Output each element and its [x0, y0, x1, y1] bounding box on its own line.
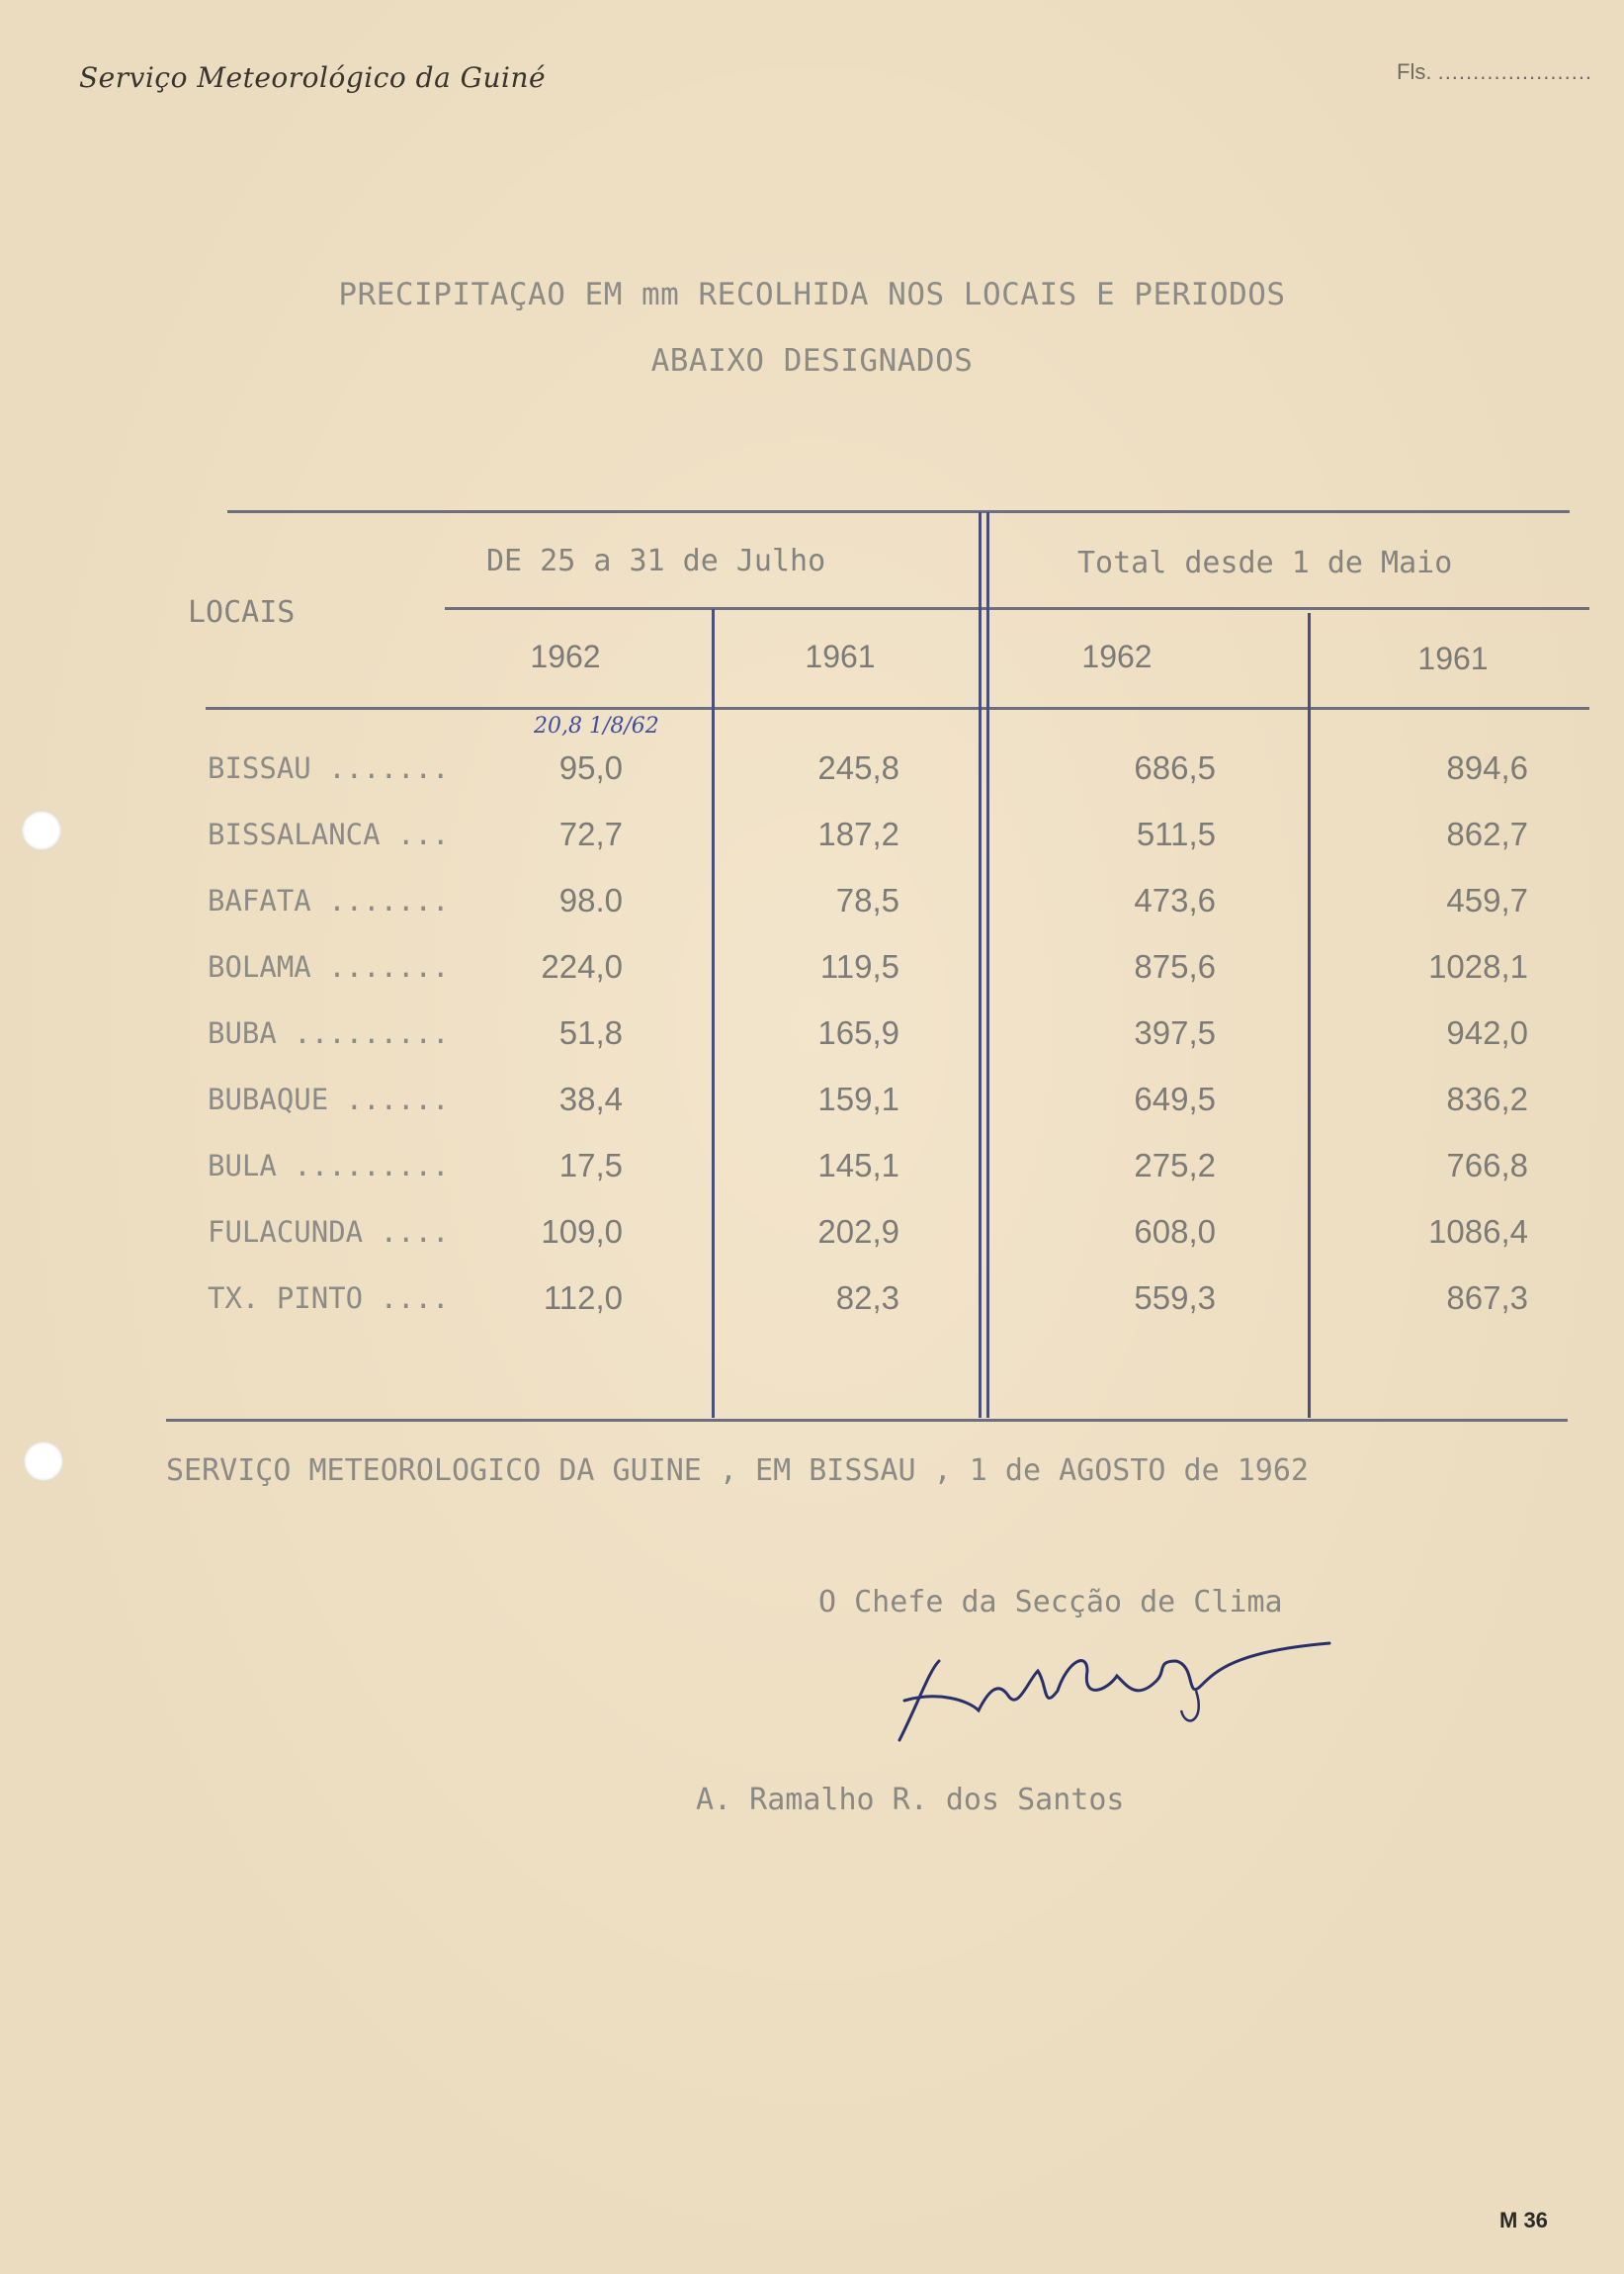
handwritten-annotation: 20,8 1/8/62: [534, 714, 659, 739]
rainfall-value: 38,4: [558, 1081, 623, 1117]
rainfall-value: 202,9: [817, 1213, 899, 1250]
rainfall-value: 686,5: [1134, 749, 1216, 786]
cumulative-period-header: Total desde 1 de Maio: [1077, 546, 1453, 580]
station-name: BUBAQUE ......: [208, 1083, 450, 1116]
rainfall-value: 942,0: [1446, 1014, 1528, 1051]
signatory-title: O Chefe da Secção de Clima: [818, 1585, 1283, 1619]
rainfall-value: 78,5: [835, 882, 899, 918]
year-header-total-1961: 1961: [1417, 641, 1489, 676]
col-divider-3: [1308, 613, 1311, 1418]
rainfall-value: 397,5: [1134, 1014, 1216, 1051]
rainfall-value: 165,9: [817, 1014, 899, 1051]
punch-hole-bottom: [24, 1442, 63, 1481]
rainfall-value: 836,2: [1446, 1081, 1528, 1117]
group-divider-a: [979, 512, 982, 1418]
table-bottom-rule: [166, 1419, 1568, 1422]
rainfall-value: 98.0: [558, 882, 623, 918]
rainfall-value: 95,0: [558, 749, 623, 786]
station-name: BUBA .........: [208, 1016, 450, 1050]
form-code: M 36: [1499, 2208, 1548, 2232]
rainfall-value: 862,7: [1446, 816, 1528, 852]
rainfall-value: 145,1: [817, 1147, 899, 1183]
table-top-rule: [227, 510, 1570, 513]
weekly-period-header: DE 25 a 31 de Julho: [486, 544, 826, 578]
station-name: FULACUNDA ....: [208, 1215, 450, 1249]
year-header-weekly-1961: 1961: [805, 639, 876, 674]
document-title-line-1: PRECIPITAÇAO EM mm RECOLHIDA NOS LOCAIS E PERIODOS: [338, 277, 1286, 312]
place-date-line: SERVIÇO METEOROLOGICO DA GUINE , EM BISSAU , 1 de AGOSTO de 1962: [166, 1453, 1309, 1488]
letterhead: Serviço Meteorológico da Guiné: [79, 61, 547, 94]
document-title-line-2: ABAIXO DESIGNADOS: [650, 343, 974, 379]
subheader-rule: [445, 607, 1589, 610]
locais-header: LOCAIS: [188, 595, 296, 630]
col-divider-1: [712, 609, 715, 1418]
rainfall-value: 112,0: [543, 1279, 623, 1316]
year-header-total-1962: 1962: [1081, 639, 1153, 674]
rainfall-value: 109,0: [541, 1213, 623, 1250]
station-name: BISSALANCA ...: [208, 818, 450, 851]
signatory-name: A. Ramalho R. dos Santos: [696, 1783, 1125, 1817]
rainfall-value: 1086,4: [1428, 1213, 1528, 1250]
rainfall-value: 473,6: [1134, 882, 1216, 918]
station-name: BOLAMA .......: [208, 950, 450, 984]
folio-label: Fls.: [1397, 59, 1432, 84]
rainfall-value: 559,3: [1134, 1279, 1216, 1316]
folio-field: [1397, 59, 1592, 85]
station-name: TX. PINTO ....: [208, 1281, 450, 1315]
rainfall-value: 159,1: [817, 1081, 899, 1117]
punch-hole-top: [22, 811, 61, 850]
rainfall-value: 608,0: [1134, 1213, 1216, 1250]
rainfall-value: 51,8: [558, 1014, 623, 1051]
rainfall-value: 894,6: [1446, 749, 1528, 786]
handwritten-signature: [860, 1631, 1334, 1750]
rainfall-value: 649,5: [1134, 1081, 1216, 1117]
folio-dots: ......................: [1437, 59, 1593, 84]
rainfall-value: 875,6: [1134, 948, 1216, 985]
station-name: BISSAU .......: [208, 751, 450, 785]
rainfall-value: 224,0: [541, 948, 623, 985]
station-name: BAFATA .......: [208, 884, 450, 918]
rainfall-value: 1028,1: [1428, 948, 1528, 985]
rainfall-value: 459,7: [1446, 882, 1528, 918]
rainfall-value: 72,7: [558, 816, 623, 852]
rainfall-value: 766,8: [1446, 1147, 1528, 1183]
rainfall-value: 17,5: [558, 1147, 623, 1183]
station-name: BULA .........: [208, 1149, 450, 1182]
rainfall-value: 82,3: [835, 1279, 899, 1316]
rainfall-value: 245,8: [817, 749, 899, 786]
rainfall-value: 511,5: [1136, 816, 1216, 852]
rainfall-value: 187,2: [817, 816, 899, 852]
rainfall-value: 275,2: [1134, 1147, 1216, 1183]
rainfall-value: 867,3: [1446, 1279, 1528, 1316]
rainfall-value: 119,5: [819, 948, 899, 985]
group-divider-b: [986, 512, 989, 1418]
header-bottom-rule: [206, 707, 1589, 710]
year-header-weekly-1962: 1962: [530, 639, 601, 674]
